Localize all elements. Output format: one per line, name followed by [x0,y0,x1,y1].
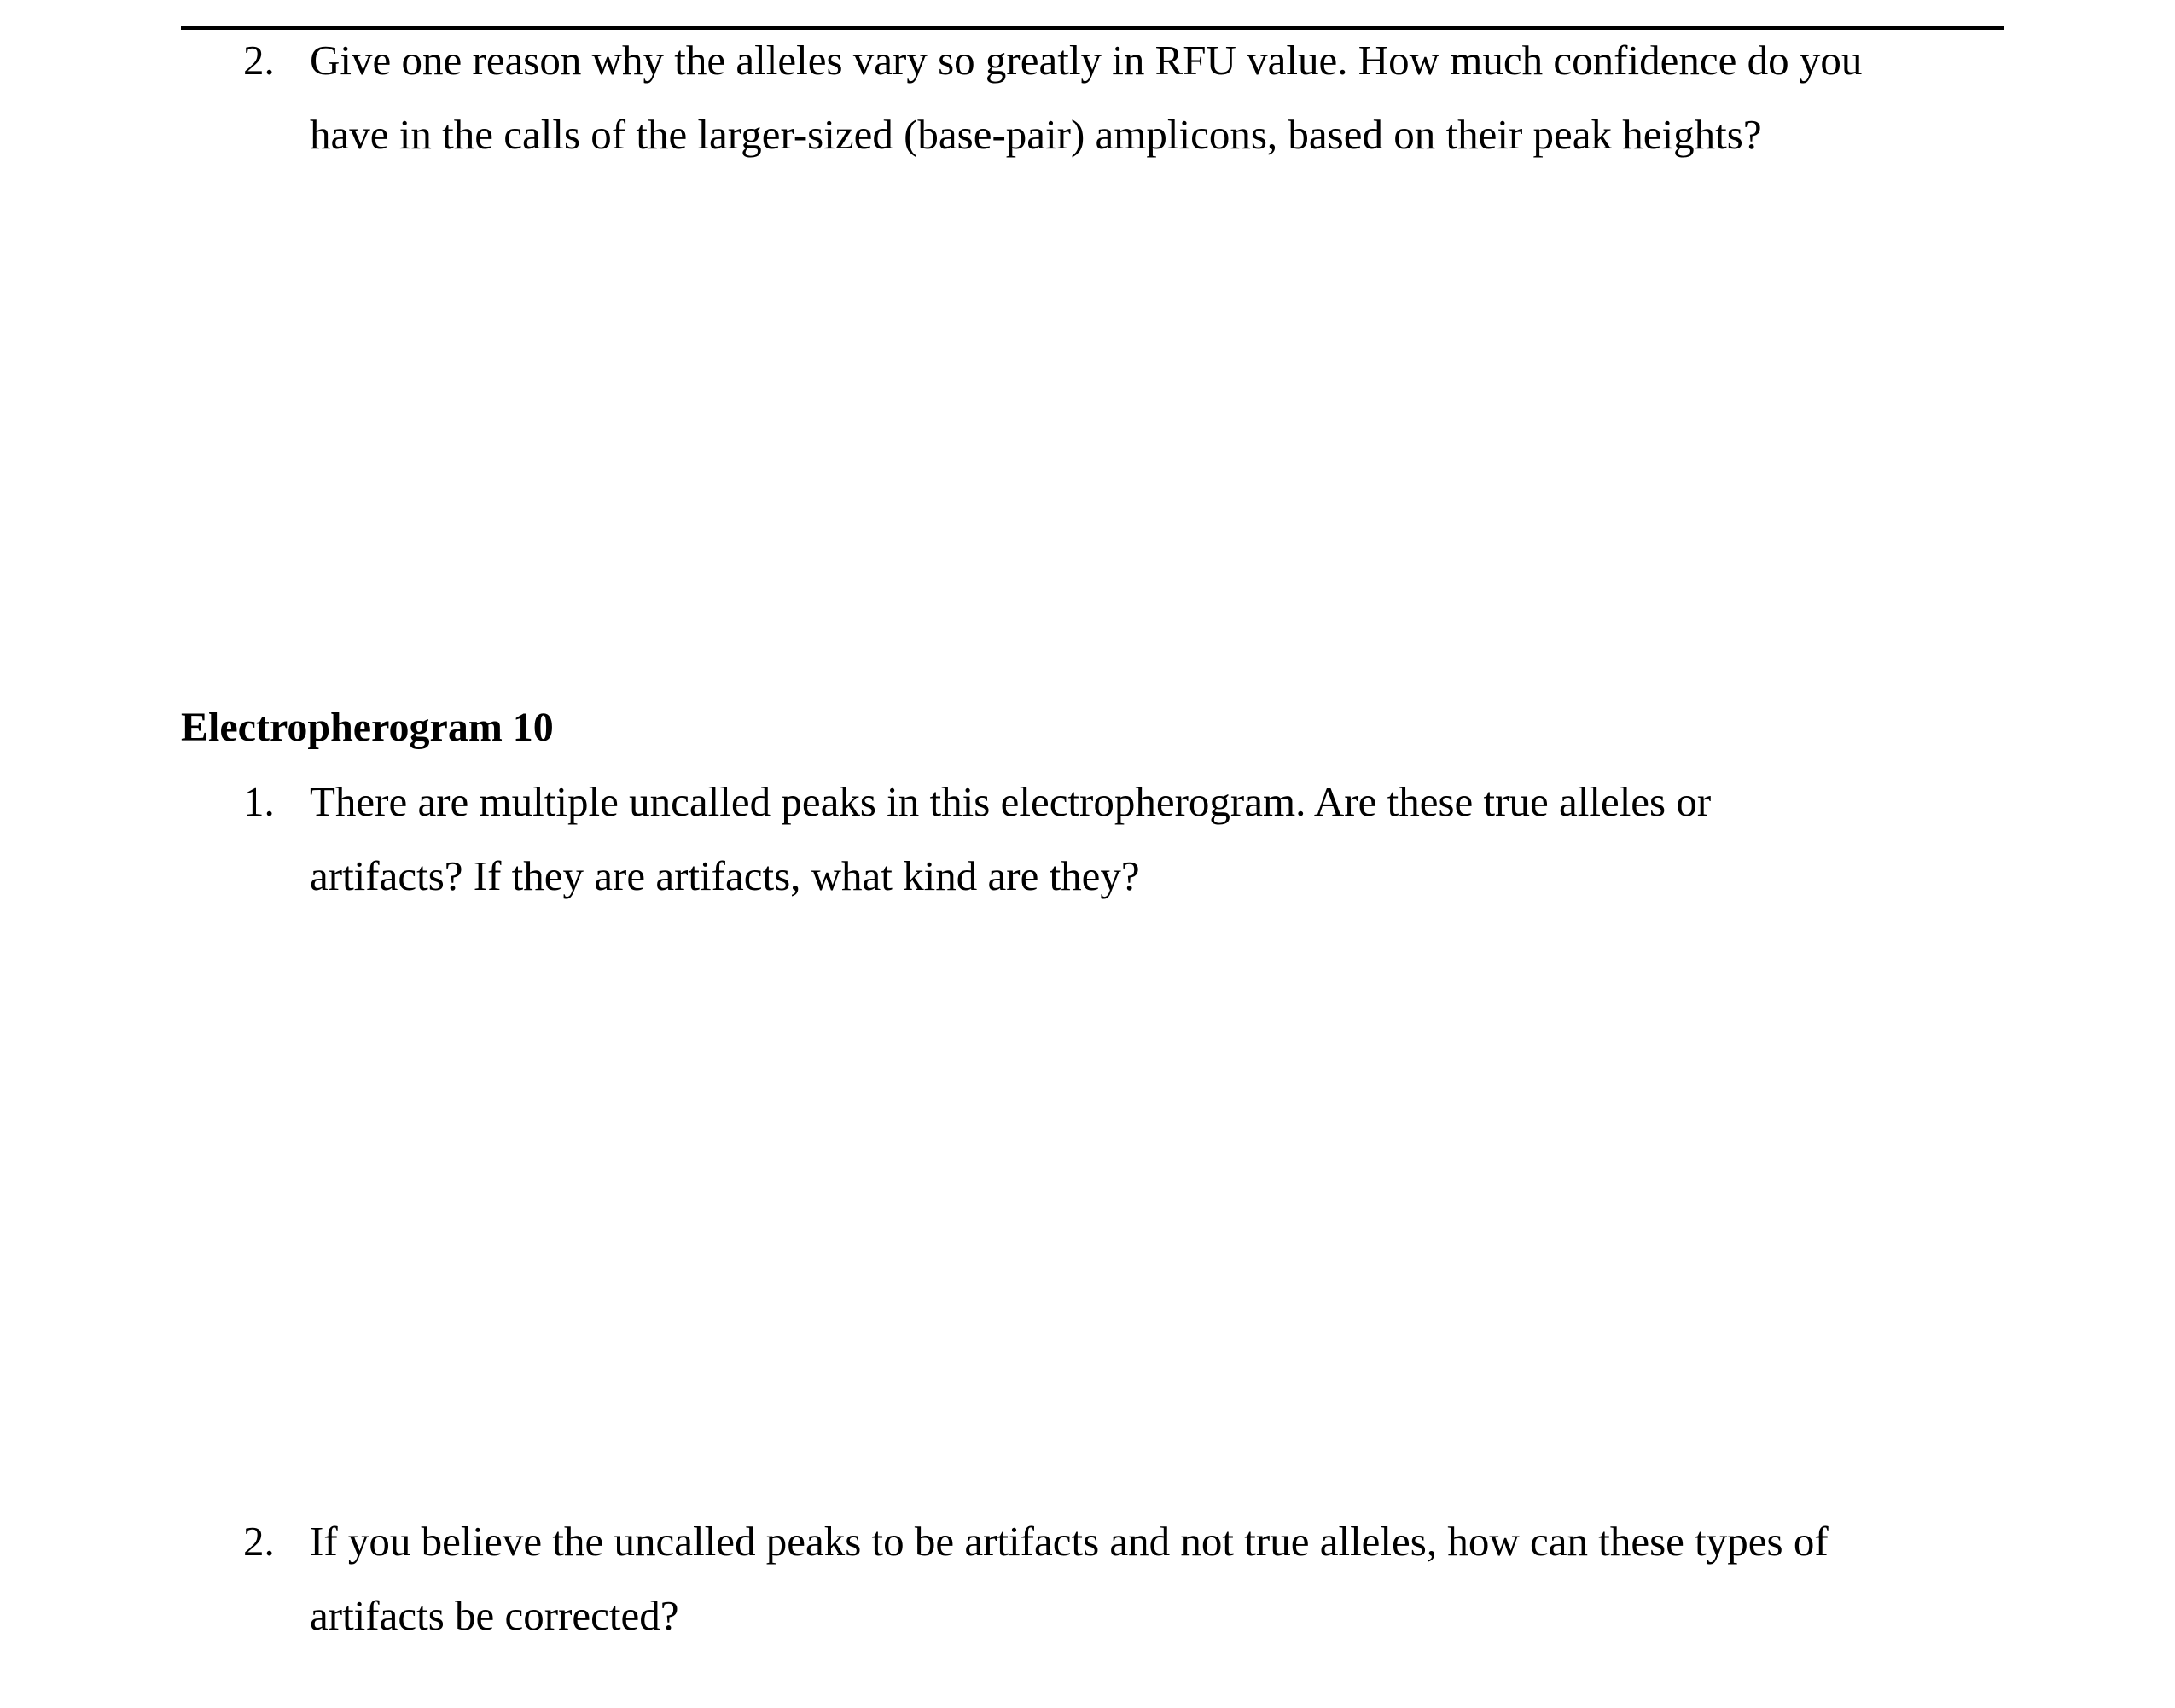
question-text [310,1504,1829,1653]
question-line: artifacts be corrected? [310,1592,679,1639]
question-number: 2. [243,1518,275,1565]
question-line: artifacts? If they are artifacts, what kind are they? [310,852,1140,899]
question-line: If you believe the uncalled peaks to be artifacts and not true alleles, how can these types of [310,1518,1829,1565]
question-2-rfu [243,23,1862,171]
question-1-uncalled-peaks [243,764,1711,913]
section-heading-electropherogram-10: Electropherogram 10 [181,705,554,750]
question-line: Give one reason why the alleles vary so greatly in RFU value. How much confidence do you [310,37,1863,84]
question-number: 1. [243,778,275,825]
question-text [310,23,1862,171]
question-line: There are multiple uncalled peaks in this electropherogram. Are these true alleles or [310,778,1712,825]
question-line: have in the calls of the larger-sized (base-pair) amplicons, based on their peak heights? [310,111,1762,158]
question-2-artifact-correction [243,1504,1829,1653]
question-number: 2. [243,37,275,84]
question-text [310,764,1711,913]
